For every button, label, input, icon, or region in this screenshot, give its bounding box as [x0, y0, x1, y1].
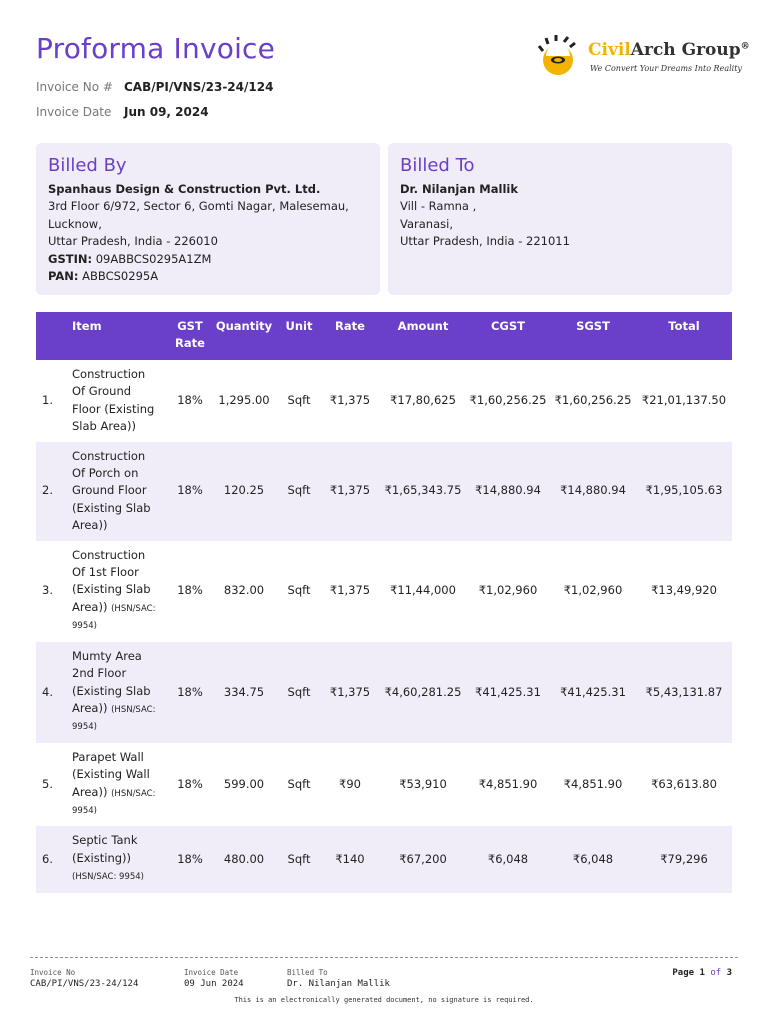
item-hsn-2: 9954) [72, 722, 97, 733]
row-rate: ₹90 [339, 776, 361, 791]
table-row [36, 541, 732, 642]
row-unit: Sqft [278, 826, 320, 892]
item-line-text: Area)) [72, 784, 108, 799]
gstin-label: GSTIN: [48, 251, 93, 266]
billed-by-name: Spanhaus Design & Construction Pvt. Ltd. [48, 182, 321, 196]
logo-tagline: We Convert Your Dreams Into Reality [590, 64, 742, 73]
footer-invoice-no-label: Invoice No [30, 968, 76, 977]
footer-billed-to [287, 968, 390, 989]
row-rate: ₹140 [320, 826, 380, 892]
row-amount: ₹17,80,625 [390, 393, 456, 408]
invoice-no-row [36, 80, 273, 94]
footer-invoice-date-value: 09 Jun 2024 [184, 979, 244, 989]
row-item [70, 541, 170, 642]
header-sgst: SGST [550, 312, 636, 360]
item-hsn: (HSN/SAC: [111, 788, 156, 799]
item-line: Mumty Area [72, 648, 142, 663]
row-unit: Sqft [278, 442, 320, 541]
item-hsn: (HSN/SAC: [111, 603, 156, 614]
billed-to-name: Dr. Nilanjan Mallik [400, 182, 518, 196]
logo-mark-icon [538, 34, 582, 78]
footer-invoice-date [184, 968, 244, 989]
row-number: 6. [36, 826, 70, 892]
footer-invoice-no-value: CAB/PI/VNS/23-24/124 [30, 979, 139, 989]
row-number: 2. [36, 442, 70, 541]
row-number: 4. [36, 642, 70, 743]
item-line-text: Area)) [72, 599, 108, 614]
footer-billed-to-value: Dr. Nilanjan Mallik [287, 979, 390, 989]
row-total: ₹63,613.80 [651, 776, 717, 791]
logo-brand-arch: Arch Group [630, 40, 741, 60]
table-row [36, 360, 732, 442]
footer-note: This is an electronically generated document, no signature is required. [234, 996, 534, 1004]
header-unit: Unit [278, 312, 320, 360]
item-line: Of 1st Floor [72, 565, 139, 580]
row-total: ₹13,49,920 [651, 583, 717, 598]
item-line: (Existing Slab [72, 683, 151, 698]
item-line-text: (Existing)) [72, 850, 132, 865]
row-unit: Sqft [287, 393, 311, 408]
row-rate: ₹1,375 [329, 583, 371, 598]
item-line-hsn [72, 850, 168, 887]
billed-by-heading: Billed By [48, 155, 127, 176]
row-sgst: ₹14,880.94 [550, 442, 636, 541]
row-item [70, 826, 170, 892]
footer-divider [30, 957, 738, 958]
item-line: Of Ground [72, 384, 132, 399]
item-line-hsn [72, 700, 168, 719]
page-total: 3 [726, 968, 732, 978]
row-gst-rate: 18% [177, 393, 203, 408]
billed-by-card [36, 143, 380, 295]
billed-by-gstin [48, 251, 368, 268]
footer-invoice-date-label: Invoice Date [184, 968, 239, 977]
item-line: Construction [72, 448, 146, 463]
item-line: Parapet Wall [72, 749, 144, 764]
row-total: ₹21,01,137.50 [641, 393, 727, 408]
item-line: Septic Tank [72, 833, 138, 848]
invoice-title: Proforma Invoice [36, 32, 276, 65]
item-line: Construction [72, 367, 146, 381]
invoice-date-value: Jun 09, 2024 [124, 105, 209, 119]
logo-registered: ® [740, 41, 750, 52]
billed-to-address-2: Varanasi, [400, 216, 453, 231]
footer-billed-to-label: Billed To [287, 968, 328, 977]
table-header-row [36, 312, 732, 360]
row-quantity: 1,295.00 [218, 393, 270, 408]
item-line: Slab Area)) [72, 419, 136, 434]
item-line-hsn [72, 599, 168, 618]
row-rate: ₹1,375 [320, 642, 380, 743]
billed-by-address-1: 3rd Floor 6/972, Sector 6, Gomti Nagar, Malesemau, [48, 199, 349, 214]
pan-value: ABBCS0295A [82, 269, 159, 284]
item-hsn: (HSN/SAC: 9954) [72, 872, 144, 883]
row-item [70, 743, 170, 827]
row-quantity: 480.00 [210, 826, 278, 892]
row-number: 3. [42, 583, 53, 598]
billed-to-heading: Billed To [400, 155, 475, 176]
row-cgst: ₹41,425.31 [466, 642, 550, 743]
pan-label: PAN: [48, 269, 79, 284]
item-line: Construction [72, 547, 146, 562]
logo-brand-civil: Civil [588, 40, 631, 60]
item-line: 2nd Floor [72, 666, 127, 681]
item-line: Of Porch on [72, 466, 139, 481]
row-sgst: ₹1,02,960 [563, 583, 623, 598]
row-quantity: 334.75 [210, 642, 278, 743]
row-cgst: ₹6,048 [466, 826, 550, 892]
item-hsn-2: 9954) [72, 621, 97, 632]
header-gst-line-1: GST [177, 319, 203, 333]
row-amount: ₹67,200 [380, 826, 466, 892]
row-sgst: ₹1,60,256.25 [554, 393, 632, 408]
row-cgst: ₹1,60,256.25 [469, 393, 547, 408]
footer-invoice-no [30, 968, 138, 989]
row-rate: ₹1,375 [320, 442, 380, 541]
invoice-date-row [36, 105, 209, 119]
page-label: Page [672, 968, 695, 978]
item-line: (Existing Slab [72, 582, 151, 597]
row-rate: ₹1,375 [329, 393, 371, 408]
row-amount: ₹11,44,000 [390, 583, 456, 598]
row-total: ₹79,296 [636, 826, 732, 892]
row-amount: ₹1,65,343.75 [380, 442, 466, 541]
row-unit: Sqft [278, 642, 320, 743]
row-cgst: ₹4,851.90 [478, 776, 538, 791]
row-unit: Sqft [287, 776, 311, 791]
row-cgst: ₹1,02,960 [478, 583, 538, 598]
row-gst-rate: 18% [177, 776, 203, 791]
row-item [70, 442, 170, 541]
row-total: ₹5,43,131.87 [636, 642, 732, 743]
item-line: Area)) [72, 518, 108, 533]
table-row [36, 743, 732, 827]
billed-to-card [388, 143, 732, 295]
row-number: 5. [42, 776, 53, 791]
item-line: (Existing Wall [72, 767, 150, 782]
item-line: Ground Floor [72, 483, 147, 498]
row-amount: ₹53,910 [399, 776, 447, 791]
row-sgst: ₹6,048 [550, 826, 636, 892]
row-gst-rate: 18% [177, 583, 203, 598]
row-quantity: 832.00 [223, 583, 265, 598]
row-amount: ₹4,60,281.25 [380, 642, 466, 743]
header-gst-rate [170, 312, 210, 360]
billed-to-address-1: Vill - Ramna , [400, 199, 477, 214]
billed-by-address-2: Lucknow, [48, 216, 102, 231]
row-quantity: 599.00 [223, 776, 265, 791]
row-number: 1. [42, 393, 53, 408]
item-line: (Existing Slab [72, 500, 151, 515]
row-gst-rate: 18% [170, 442, 210, 541]
header-no [36, 312, 70, 360]
row-quantity: 120.25 [210, 442, 278, 541]
item-line-hsn [72, 784, 168, 803]
row-cgst: ₹14,880.94 [466, 442, 550, 541]
billed-to-address-3: Uttar Pradesh, India - 221011 [400, 234, 570, 249]
row-gst-rate: 18% [170, 642, 210, 743]
table-row [36, 642, 732, 743]
table-row [36, 826, 732, 892]
row-item [70, 360, 170, 442]
items-table [36, 312, 732, 893]
billed-by-pan [48, 268, 368, 285]
invoice-date-label: Invoice Date [36, 105, 112, 119]
item-line-text: Area)) [72, 700, 108, 715]
row-item [70, 642, 170, 743]
header-total: Total [636, 312, 732, 360]
item-hsn: (HSN/SAC: [111, 704, 156, 715]
invoice-no-value: CAB/PI/VNS/23-24/124 [124, 80, 274, 94]
header-gst-line-2: Rate [175, 336, 205, 350]
header-rate: Rate [320, 312, 380, 360]
row-gst-rate: 18% [170, 826, 210, 892]
invoice-no-label: Invoice No # [36, 80, 113, 94]
logo-wordmark [588, 40, 750, 60]
gstin-value: 09ABBCS0295A1ZM [95, 251, 212, 266]
row-total: ₹1,95,105.63 [636, 442, 732, 541]
header-quantity: Quantity [210, 312, 278, 360]
page-of: of [710, 968, 722, 978]
row-unit: Sqft [287, 583, 311, 598]
item-line: Floor (Existing [72, 401, 155, 416]
header-item: Item [70, 312, 170, 360]
page-indicator [672, 968, 732, 978]
header-cgst: CGST [466, 312, 550, 360]
page-current: 1 [699, 968, 705, 978]
item-hsn-2: 9954) [72, 805, 97, 816]
billed-by-address-3: Uttar Pradesh, India - 226010 [48, 234, 218, 249]
company-logo [538, 30, 750, 82]
table-row [36, 442, 732, 541]
row-sgst: ₹4,851.90 [563, 776, 623, 791]
header-amount: Amount [380, 312, 466, 360]
row-sgst: ₹41,425.31 [550, 642, 636, 743]
